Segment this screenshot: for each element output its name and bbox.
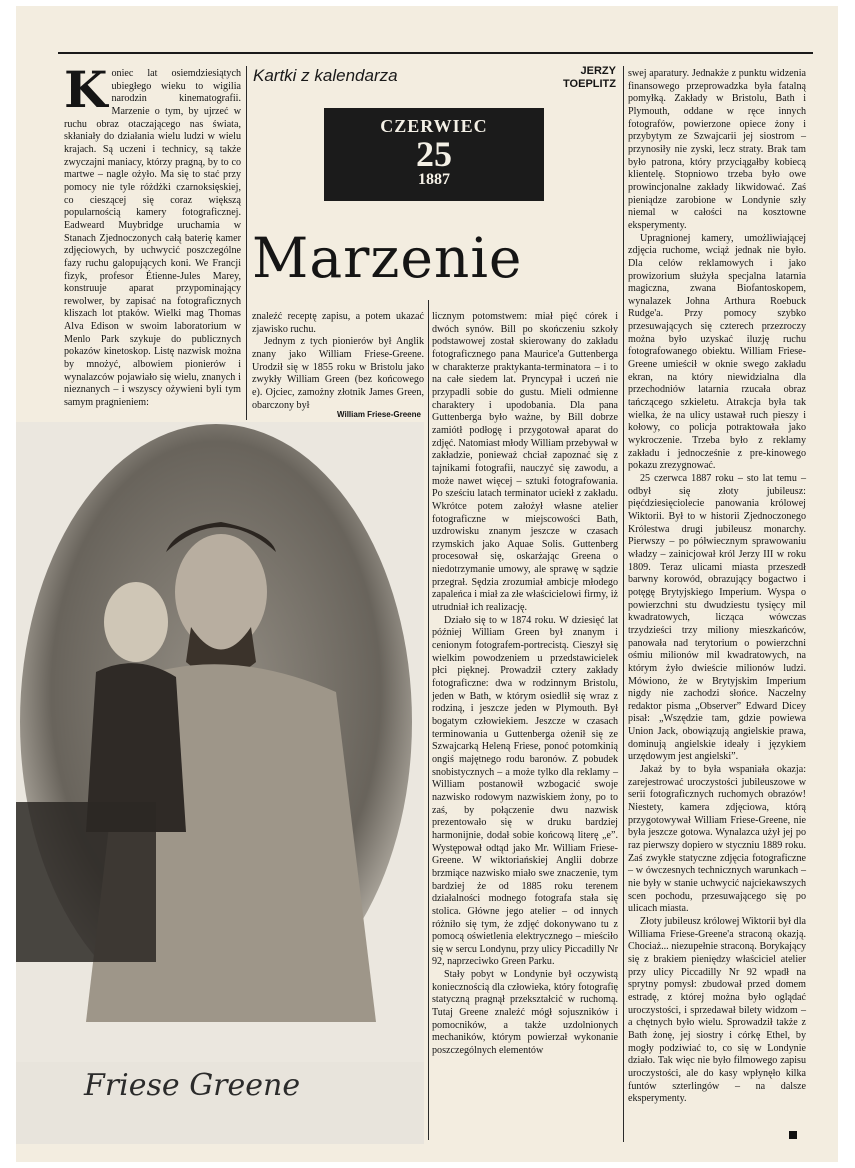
column-4 bbox=[628, 68, 806, 1106]
column-rule-2 bbox=[623, 66, 624, 1142]
intro-paragraph bbox=[64, 60, 241, 410]
date-box bbox=[324, 108, 544, 201]
col4-paragraph-2: Upragnionej kamery, umożliwiającej zdjęcia ruchome, wciąż jednak nie było. Dla celów reklamowych i jako prowizorium służyła specjalna latarnia magiczna, zwana Biofantoskopem, wynalazek Johna Arthura Roebuck Rudge'a. Przy pomocy szybko przesuwających się czterech przezroczy można było uzyskać iluzję ruchu fotografowanego obiektu. William Friese-Greene umieścił w oknie swego zakładu ekran, na który niewidzialna dla przechodniów latarnia rzucała obraz tańczącego szkieletu. Atrakcja była tak wielka, że na ulicy ustawał ruch pieszy i kołowy, co policja potraktowała jako wykroczenie. Trzeba było z reklamy zakładu i jednocześnie z pre-kinowego pokazu zrezygnować. bbox=[628, 232, 806, 472]
date-day: 25 bbox=[416, 134, 452, 174]
date-month: CZERWIEC bbox=[380, 116, 488, 136]
column-1 bbox=[64, 60, 241, 410]
col4-paragraph-1: swej aparatury. Jednakże z punktu widzenia finansowego przeprowadzka była fatalną pomyłką. Zakłady w Bristolu, Bath i Plymouth, oddane w ręce innych fotografów, powierzone opiece żony i przybytym ze Szwajcarii jej siostrom – przynosiły nie zyski, lecz straty. Brak tam było patrona, który przyciągałby kobiecą klientelę. Stopniowo trzeba było owe prowincjonalne zakłady likwidować. Zaś pieniądze zarobione w Londynie szły niemal w całości na kosztowne eksperymenty. bbox=[628, 68, 806, 231]
column-rule-1 bbox=[246, 66, 247, 420]
article-title: Marzenie bbox=[252, 226, 523, 290]
portrait-illustration bbox=[16, 422, 424, 1144]
date-year: 1887 bbox=[418, 171, 450, 188]
end-mark bbox=[789, 1131, 797, 1139]
column-3 bbox=[432, 311, 618, 1058]
photo-signature: Friese Greene bbox=[84, 1068, 301, 1103]
top-rule bbox=[58, 52, 813, 54]
intro-text: oniec lat osiemdziesiątych ubiegłego wieku to wigilia narodzin kinematografii. Marzenie o tym, by ujrzeć w ruchu obraz otaczającego nas świata, skłaniały do działania wielu ludzi w wielu krajach. Są uczeni i technicy, są także zwyczajni maniacy, którzy pragną, by to co martwe – nagle ożyło. Ma się to stać przy pomocy nie tyle różdżki czarnoksięskiej, co cieszącej się coraz większą popularnością kamery fotograficznej. Eadweard Muybridge uruchamia w Stanach Zjednoczonych całą baterię kamer zdjęciowych, by uchwycić poszczególne fazy ruchu galopujących koni. We Francji fizyk, profesor Étienne-Jules Marey, konstruuje aparat przypominający rewolwer, by zapisać na fotograficznych kliszach lot ptaków. Wielki mag Thomas Alva Edison w swoim laboratorium w Menlo Park szykuje do publicznych pokazów kinetoskop. Listę nazwisk można by mnożyć, albowiem pionierów i wynalazców pojawiało się wielu, znanych i nieznanych – i wszyscy ożywieni byli tym samym pragnieniem: bbox=[64, 68, 241, 409]
col2-paragraph-2: Jednym z tych pionierów był Anglik znany jako William Friese-Greene. Urodził się w 1855 roku w Bristolu jako zwykły William Green (bez końcowego e). Ojciec, zamożny złotnik James Green, obarczony był bbox=[252, 336, 424, 411]
col3-paragraph-3: Stały pobyt w Londynie był oczywistą koniecznością dla człowieka, który fotografię statyczną pragnął przekształcić w ruchomą. Tutaj Greene znaleźć mógł sojuszników i pomocników, a także uzdolnionych mechaników, którym powierzał wykonanie poszczególnych elementów bbox=[432, 969, 618, 1057]
drop-cap: K bbox=[64, 60, 108, 119]
column-rule-3 bbox=[428, 300, 429, 1140]
col3-paragraph-2: Działo się to w 1874 roku. W dziesięć lat później William Green był znanym i cenionym fotografem-portrecistą. Cieszył się wielkim powodzeniem u przedstawicielek płci pięknej. Prowadził cztery zakłady fotograficzne: dwa w rodzinnym Bristolu, jeden w Bath, w którym osiedlił się wraz z rodziną, i jeszcze jeden w Plymouth. Był bogatym człowiekiem. Jeszcze w czasach terminowania u Guttenberga ożenił się ze Szwajcarką Heleną Friese, ponoć potomkinią ongiś majętnego rodu baronów. Z pobudek snobistycznych – a może tylko dla reklamy – William postanowił wzbogacić swoje nazwisko rodowym nazwiskiem żony, po to zaś, by połączenie dwu nazwisk prezentowało się w druku bardziej harmonijnie, dodał sobie końcową literę „e”. Występował odtąd jako Mr. William Friese-Greene. W wiktoriańskiej Anglii dobrze brzmiące nazwisko miało swe znaczenie, tym bardziej że od 1885 roku terenem działalności modnego fotografa stała się stolica. Główne jego atelier – od innych różniło się tym, że zdjęć dokonywano tu z pomocą oświetlenia elektrycznego – mieściło się w sercu Londynu, przy ulicy Piccadilly Nr 92, naprzeciwko Green Parku. bbox=[432, 614, 618, 968]
col2-paragraph-1: znaleźć receptę zapisu, a potem ukazać zjawisko ruchu. bbox=[252, 311, 424, 335]
author-last-name: TOEPLITZ bbox=[563, 78, 616, 90]
author-byline bbox=[548, 65, 616, 91]
col3-paragraph-1: licznym potomstwem: miał pięć córek i dwóch synów. Bill po skończeniu szkoły podstawowej został skierowany do zakładu fotograficznego pana Maurice'a Guttenberga w charakterze praktykanta-terminatora – i to na całe siedem lat. Pryncypał i uczeń nie przypadli sobie do gustu. Mieli odmienne charaktery i upodobania. Dla pana Guttenberga było ważne, by Bill dobrze zamiótł podłogę i przygotował aparat do zdjęć. Natomiast młody William przebywał w zakładzie, ponieważ chciał zapoznać się z tajnikami fotografii, nauczyć się zawodu, a może nawet więcej – sztuki fotografowania. Po sześciu latach terminator uciekł z zakładu. Wkrótce potem założył własne atelier fotograficzne w miejscowości Bath, uzdrowisku znanym jeszcze w czasach rzymskich jako Aquae Solis. Guttenberg procesował się, oskarżając Greena o niedotrzymanie umowy, ale sprawę w sądzie przegrał. Sędzia zrozumiał ambicje młodego zapaleńca i miał za złe właścicielowi firmy, iż utrudniał ich realizację. bbox=[432, 311, 618, 614]
section-title: Kartki z kalendarza bbox=[253, 66, 398, 85]
author-first-name: JERZY bbox=[580, 65, 616, 77]
col4-paragraph-5: Złoty jubileusz królowej Wiktorii był dla Williama Friese-Greene'a straconą okazją. Chociaż... niezupełnie straconą. Borykający się z brakiem pieniędzy właściciel atelier przy ulicy Piccadilly Nr 92 wpadł na sprytny pomysł: zbudował przed domem estradę, z której można było oglądać uroczystości, i sprzedawał bilety widzom – a chętnych było wielu. Sprowadził także z Bath żonę, jej siostry i córkę Ethel, by mogły podziwiać to, co się w Londynie działo. Tak więc nie było filmowego zapisu uroczystości, ale do kasy wpłynęło kilka funtów szterlingów – na dalsze eksperymenty. bbox=[628, 915, 806, 1105]
photo-caption: William Friese-Greene bbox=[337, 410, 421, 419]
col4-paragraph-3: 25 czerwca 1887 roku – sto lat temu – odbył się złoty jubileusz: pięćdziesięciolecie panowania królowej Wiktorii. Był to w historii Zjednoczonego Królestwa drugi jubileusz monarchy. Pierwszy – po półwiecznym sprawowaniu władzy – zainicjował król Jerzy III w roku 1809. Teraz ulicami miasta przeszedł barwny korowód, obrazujący bogactwo i potęgę Brytyjskiego Imperium. Wyspa o powierzchni stu dwudziestu tysięcy mil kwadratowych, licząca wówczas trzydzieści trzy miliony mieszkańców, panowała nad terytorium o powierzchni ośmiu milionów mil kwadratowych, na którym żyło dwieście milionów ludzi. Mówiono, że w Brytyjskim Imperium nigdy nie zachodzi słońce. Naczelny redaktor pisma „Observer” Edward Dicey pisał: „Wszędzie tam, gdzie powiewa Union Jack, obowiązują angielskie prawa, dominują angielskie ideały i językiem urzędowym jest angielski”. bbox=[628, 473, 806, 763]
col4-paragraph-4: Jakaż by to była wspaniała okazja: zarejestrować uroczystości jubileuszowe w serii fotograficznych ruchomych obrazów! Niestety, kamera zdjęciowa, którą przygotowywał William Friese-Greene, nie była jeszcze gotowa. Wynalazca użył jej po raz pierwszy dopiero w styczniu 1889 roku. Zaś zwykłe statyczne zdjęcia fotograficzne – w ówczesnych technicznych warunkach – nie były w stanie uchwycić najciekawszych scen pochodu, przesuwającego się po ulicach miasta. bbox=[628, 764, 806, 915]
column-2 bbox=[252, 311, 424, 412]
portrait-photo bbox=[16, 422, 424, 1144]
